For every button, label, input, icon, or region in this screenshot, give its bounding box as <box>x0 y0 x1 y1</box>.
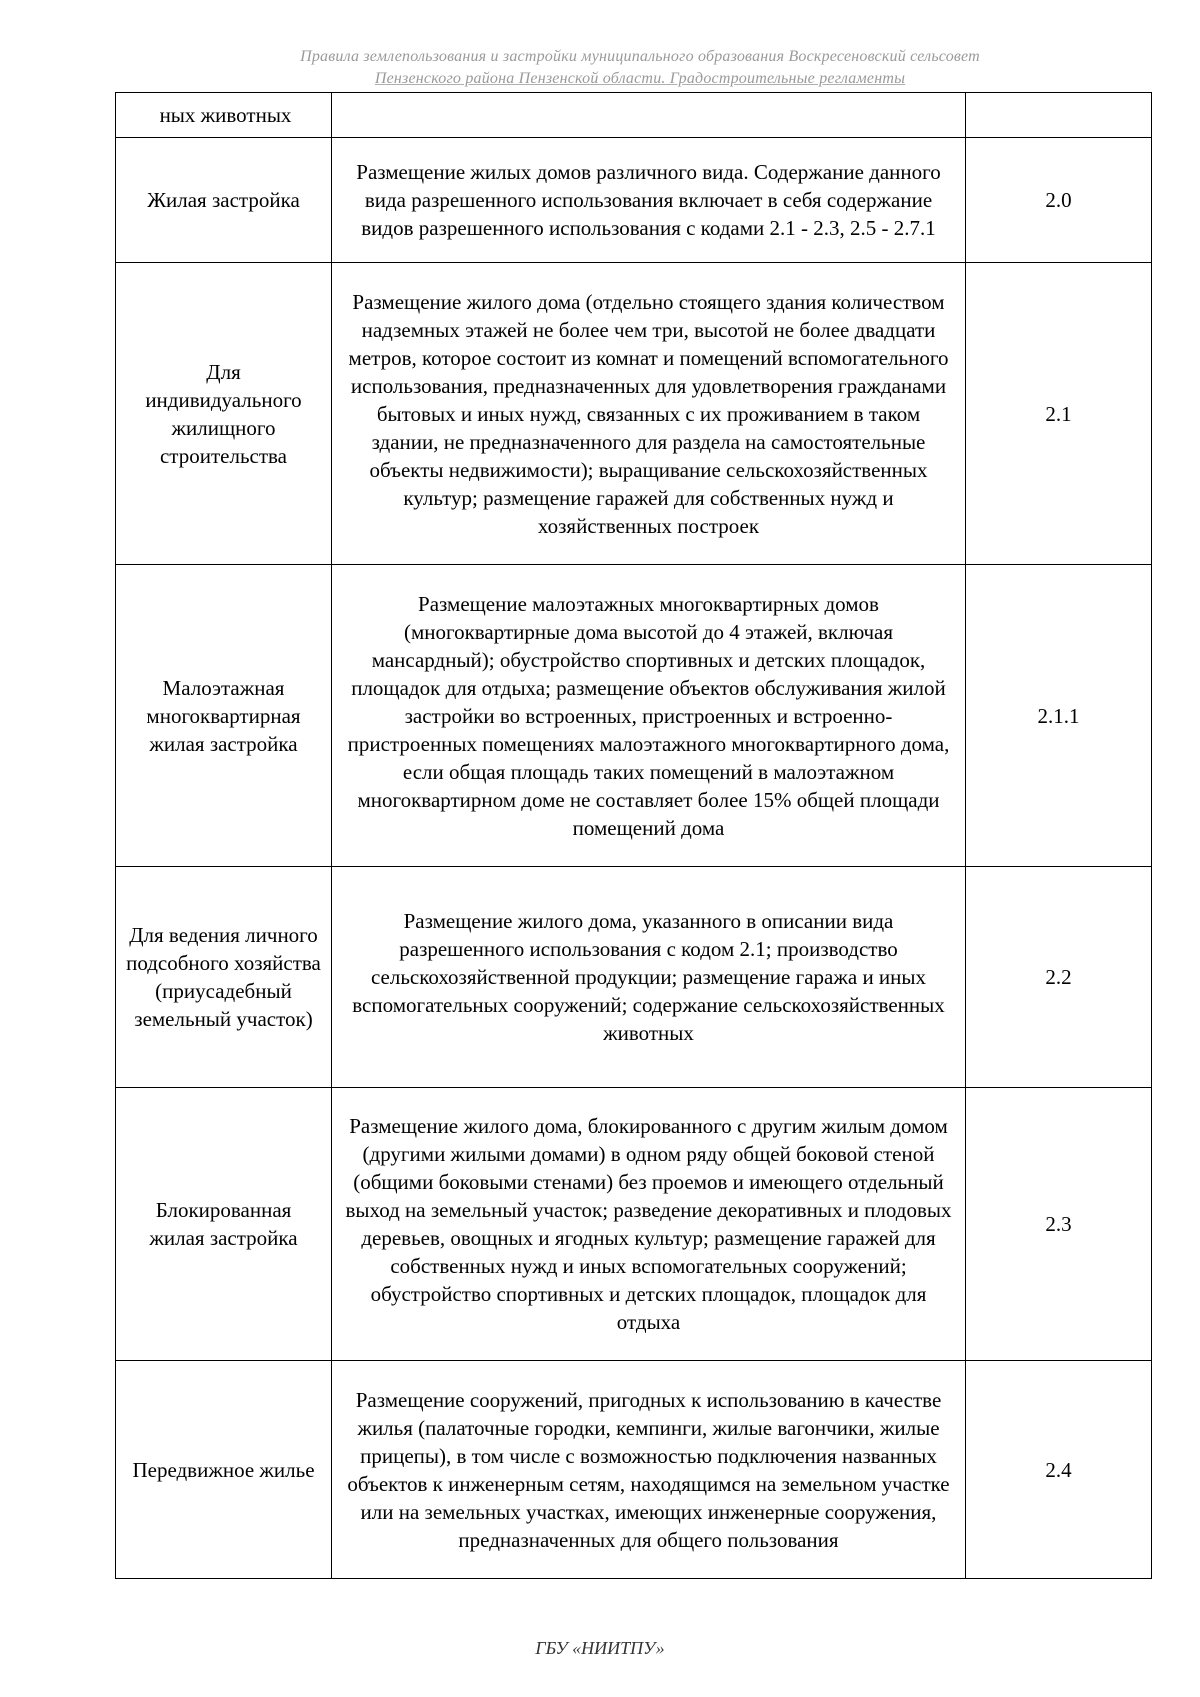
header-line-2: Пензенского района Пензенской области. Градостроительные регламенты <box>374 70 906 87</box>
use-code-cell: 2.0 <box>966 138 1152 263</box>
use-description-cell: Размещение жилых домов различного вида. Содержание данного вида разрешенного использования включает в себя содержание видов разрешенного использования с кодами 2.1 - 2.3, 2.5 - 2.7.1 <box>332 138 966 263</box>
use-code-cell: 2.1 <box>966 263 1152 565</box>
use-name-cell: Блокированная жилая застройка <box>116 1088 332 1361</box>
use-code-cell: 2.1.1 <box>966 565 1152 867</box>
land-use-table <box>115 92 1152 1579</box>
page-footer: ГБУ «НИИТПУ» <box>535 1638 665 1658</box>
table-row <box>116 867 1152 1088</box>
table-row <box>116 263 1152 565</box>
use-code-cell: 2.2 <box>966 867 1152 1088</box>
use-description-cell <box>332 93 966 138</box>
use-code-cell: 2.4 <box>966 1361 1152 1579</box>
table-row <box>116 138 1152 263</box>
use-name-cell: Для ведения личного подсобного хозяйства (приусадебный земельный участок) <box>116 867 332 1088</box>
table-row <box>116 565 1152 867</box>
table-row <box>116 1088 1152 1361</box>
use-code-cell: 2.3 <box>966 1088 1152 1361</box>
use-description-cell: Размещение жилого дома, указанного в описании вида разрешенного использования с кодом 2.1; производство сельскохозяйственной продукции; размещение гаража и иных вспомогательных сооружений; содержание сельскохозяйственных животных <box>332 867 966 1088</box>
table-row <box>116 1361 1152 1579</box>
use-code-cell <box>966 93 1152 138</box>
use-name-cell: Для индивидуального жилищного строительства <box>116 263 332 565</box>
use-description-cell: Размещение малоэтажных многоквартирных домов (многоквартирные дома высотой до 4 этажей, включая мансардный); обустройство спортивных и детских площадок, площадок для отдыха; размещение объектов обслуживания жилой застройки во встроенных, пристроенных и встроенно-пристроенных помещениях малоэтажного многоквартирного дома, если общая площадь таких помещений в малоэтажном многоквартирном доме не составляет более 15% общей площади помещений дома <box>332 565 966 867</box>
use-description-cell: Размещение жилого дома (отдельно стоящего здания количеством надземных этажей не более чем три, высотой не более двадцати метров, которое состоит из комнат и помещений вспомогательного использования, предназначенных для удовлетворения гражданами бытовых и иных нужд, связанных с их проживанием в таком здании, не предназначенного для раздела на самостоятельные объекты недвижимости); выращивание сельскохозяйственных культур; размещение гаражей для собственных нужд и хозяйственных построек <box>332 263 966 565</box>
page-header <box>120 46 1160 90</box>
use-name-cell: Жилая застройка <box>116 138 332 263</box>
use-name-cell: Передвижное жилье <box>116 1361 332 1579</box>
header-line-1: Правила землепользования и застройки муниципального образования Воскресеновский сельсовет <box>300 48 980 65</box>
use-name-cell: ных животных <box>116 93 332 138</box>
use-description-cell: Размещение жилого дома, блокированного с другим жилым домом (другими жилыми домами) в одном ряду общей боковой стеной (общими боковыми стенами) без проемов и имеющего отдельный выход на земельный участок; разведение декоративных и плодовых деревьев, овощных и ягодных культур; размещение гаражей для собственных нужд и иных вспомогательных сооружений; обустройство спортивных и детских площадок, площадок для отдыха <box>332 1088 966 1361</box>
use-name-cell: Малоэтажная многоквартирная жилая застройка <box>116 565 332 867</box>
use-description-cell: Размещение сооружений, пригодных к использованию в качестве жилья (палаточные городки, кемпинги, жилые вагончики, жилые прицепы), в том числе с возможностью подключения названных объектов к инженерным сетям, находящимся на земельном участке или на земельных участках, имеющих инженерные сооружения, предназначенных для общего пользования <box>332 1361 966 1579</box>
table-row <box>116 93 1152 138</box>
